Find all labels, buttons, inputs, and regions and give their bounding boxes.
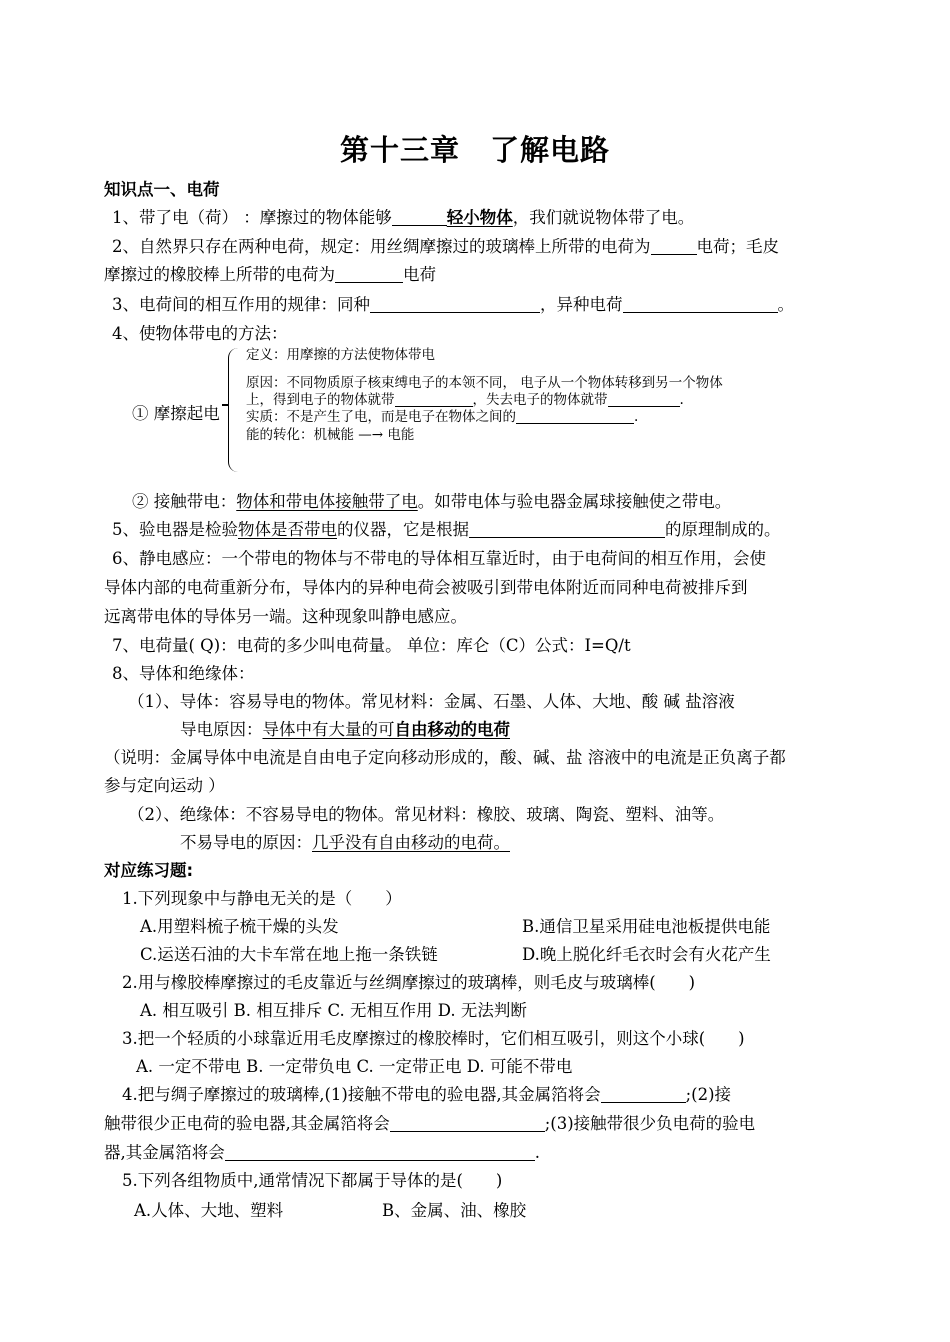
friction-essence: [246, 408, 638, 426]
question-1-option-d[interactable]: D.晚上脱化纤毛衣时会有火花产生: [522, 945, 771, 964]
brace-bracket: [228, 348, 241, 472]
point-6-line-1: 6、静电感应：一个带电的物体与不带电的导体相互靠近时，由于电荷间的相互作用，会使: [112, 549, 766, 568]
cause-end: .: [679, 392, 684, 408]
point-6-line-2: 导体内部的电荷重新分布，导体内的异种电荷会被吸引到带电体附近而同种电荷被排斥到: [104, 578, 748, 597]
point-1-tail: ，我们就说物体带了电。: [512, 208, 695, 227]
note-line-1: （说明：金属导体中电流是自由电子定向移动形成的，酸、碱、盐 溶液中的电流是正负离子都: [104, 748, 786, 767]
point-3: [112, 291, 794, 319]
q4-text-4: ;(3)接触带很少负电荷的验电: [544, 1114, 756, 1133]
contact-answer: 物体和带电体接触带了电: [236, 492, 418, 511]
conductor-definition: （1）、导体：容易导电的物体。常见材料：金属、石墨、人体、大地、酸 碱 盐溶液: [128, 692, 735, 711]
q4-text-2: ;(2)接: [685, 1085, 732, 1104]
question-2-stem: 2.用与橡胶棒摩擦过的毛皮靠近与丝绸摩擦过的玻璃棒，则毛皮与玻璃棒( ): [122, 973, 696, 992]
essence-end: .: [634, 409, 639, 425]
essence-text: 实质：不是产生了电，而是电子在物体之间的: [246, 409, 516, 425]
fill-blank[interactable]: [395, 392, 473, 407]
point-4: 4、使物体带电的方法：: [112, 324, 288, 343]
friction-label: ① 摩擦起电: [132, 404, 220, 423]
reason-answer: 导体中有大量的可: [262, 720, 395, 739]
question-1-option-c[interactable]: C.运送石油的大卡车常在地上拖一条铁链: [140, 945, 438, 964]
question-2-options[interactable]: A. 相互吸引 B. 相互排斥 C. 无相互作用 D. 无法判断: [140, 1001, 527, 1020]
insulator-definition: （2）、绝缘体：不容易导电的物体。常见材料：橡胶、玻璃、陶瓷、塑料、油等。: [128, 805, 725, 824]
point-1-text: 1、带了电（荷） ：摩擦过的物体能够: [112, 208, 392, 227]
fill-blank[interactable]: [651, 236, 697, 255]
fill-blank[interactable]: [390, 1113, 545, 1132]
q4-text-5: 器,其金属箔将会: [104, 1143, 225, 1162]
friction-energy: 能的转化：机械能 —→ 电能: [246, 427, 415, 443]
question-1-option-a[interactable]: A.用塑料梳子梳干燥的头发: [140, 917, 339, 936]
point-1-answer: 轻小物体: [446, 208, 513, 227]
point-6-line-3: 远离带电体的导体另一端。这种现象叫静电感应。: [104, 607, 467, 626]
point-2-text: 2、自然界只存在两种电荷，规定：用丝绸摩擦过的玻璃棒上所带的电荷为: [112, 237, 651, 256]
fill-blank[interactable]: [392, 207, 447, 226]
point-8: 8、导体和绝缘体：: [112, 664, 255, 683]
point-2-line-2: [104, 261, 436, 289]
contact-charging: [132, 488, 731, 516]
fill-blank[interactable]: [608, 392, 680, 407]
cause-text-2: ，失去电子的物体就带: [472, 392, 608, 408]
cause-text: 上，得到电子的物体就带: [246, 392, 395, 408]
question-4-line-1: [122, 1081, 731, 1109]
point-5-mid: 的仪器，它是根据: [337, 520, 469, 539]
question-1-option-b[interactable]: B.通信卫星采用硅电池板提供电能: [522, 917, 771, 936]
point-2-text-2: 摩擦过的橡胶棒上所带的电荷为: [104, 265, 335, 284]
conductor-reason: [180, 716, 510, 744]
exercise-heading: 对应练习题:: [104, 861, 194, 880]
q4-text: 4.把与绸子摩擦过的玻璃棒,(1)接触不带电的验电器,其金属箔将会: [122, 1085, 601, 1104]
reason-answer-bold: 自由移动的电荷: [394, 720, 510, 739]
point-2-line-1: [112, 233, 779, 261]
reason-answer: 几乎没有自由移动的电荷。: [312, 833, 510, 852]
point-3-end: 。: [777, 295, 794, 314]
point-5: [112, 516, 781, 544]
q4-end: .: [534, 1143, 540, 1162]
point-5-text: 5、验电器是检验: [112, 520, 238, 539]
fill-blank[interactable]: [469, 519, 665, 538]
friction-cause-2: [246, 391, 684, 409]
question-5-option-b[interactable]: B、金属、油、橡胶: [382, 1201, 527, 1220]
note-line-2: 参与定向运动 ）: [104, 776, 225, 795]
fill-blank[interactable]: [225, 1142, 535, 1161]
section-heading: 知识点一、电荷: [104, 180, 220, 199]
point-5-end: 的原理制成的。: [665, 520, 781, 539]
point-1: [112, 204, 694, 232]
fill-blank[interactable]: [601, 1084, 686, 1103]
reason-label: 不易导电的原因：: [180, 833, 312, 852]
contact-tail: 。如带电体与验电器金属球接触使之带电。: [417, 492, 732, 511]
question-3-stem: 3.把一个轻质的小球靠近用毛皮摩擦过的橡胶棒时，它们相互吸引，则这个小球( ): [122, 1029, 745, 1048]
reason-label: 导电原因：: [180, 720, 263, 739]
point-5-answer: 物体是否带电: [238, 520, 337, 539]
insulator-reason: [180, 829, 510, 857]
point-3-text: 3、电荷间的相互作用的规律：同种: [112, 295, 370, 314]
point-2-tail-2: 电荷: [403, 265, 436, 284]
question-3-options[interactable]: A. 一定不带电 B. 一定带负电 C. 一定带正电 D. 可能不带电: [136, 1057, 573, 1076]
q4-text-3: 触带很少正电荷的验电器,其金属箔将会: [104, 1114, 390, 1133]
chapter-title: 第十三章 了解电路: [339, 133, 610, 167]
point-2-tail: 电荷；毛皮: [696, 237, 779, 256]
friction-cause-1: 原因：不同物质原子核束缚电子的本领不同， 电子从一个物体转移到另一个物体: [246, 375, 723, 391]
question-5-stem: 5.下列各组物质中,通常情况下都属于导体的是( ): [122, 1171, 503, 1190]
question-4-line-2: [104, 1110, 755, 1138]
contact-label: ② 接触带电：: [132, 492, 237, 511]
point-3-mid: ，异种电荷: [540, 295, 623, 314]
fill-blank[interactable]: [370, 294, 540, 313]
friction-definition: 定义：用摩擦的方法使物体带电: [246, 347, 435, 363]
fill-blank[interactable]: [623, 294, 778, 313]
question-5-option-a[interactable]: A.人体、大地、塑料: [134, 1201, 284, 1220]
fill-blank[interactable]: [516, 409, 634, 424]
question-1-stem: 1.下列现象中与静电无关的是（ ）: [122, 889, 402, 908]
point-7: 7、电荷量( Q)：电荷的多少叫电荷量。 单位：库仑（C）公式：I=Q/t: [112, 636, 631, 655]
question-4-line-3: [104, 1139, 540, 1167]
brace-tip: [222, 404, 229, 406]
fill-blank[interactable]: [335, 264, 403, 283]
